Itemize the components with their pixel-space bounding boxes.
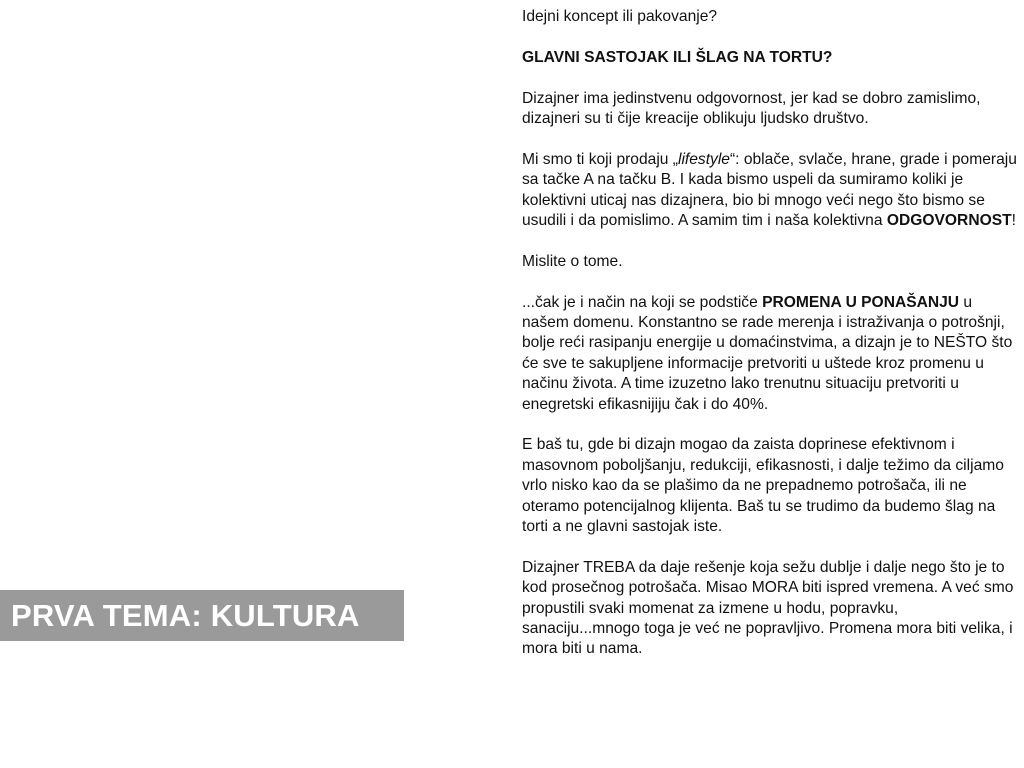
paragraph-design-impact: E baš tu, gde bi dizajn mogao da zaista doprinese efektivnom i masovnom poboljšanju, redukciji, efikasnosti, i dalje težimo da ciljamo vrlo nisko kao da se plašimo da ne prepadnemo potrošača, ili ne oteramo potencijalnog klijenta. Baš tu se trudimo da budemo šlag na torti a ne glavni sastojak iste. — [522, 436, 1004, 536]
paragraph-think: Mislite o tome. — [522, 252, 623, 270]
responsibility-bold: ODGOVORNOST — [886, 212, 1012, 230]
theme-title-banner: PRVA TEMA: KULTURA — [0, 590, 404, 641]
behavior-bold: PROMENA U PONAŠANJU — [762, 293, 960, 311]
behavior-after: u našem domenu. Konstantno se rade merenja i istraživanja o potrošnji, bolje reći rasipanju energije u domaćinstvima, a dizajn je to NEŠTO što će sve te sakupljene informacije pretvoriti u uštede kroz promenu u načinu života. A time izuzetno lako trenutnu situaciju pretvoriti u enegretski efikasnijiju čak i do 40%. — [522, 293, 1013, 413]
heading-text: GLAVNI SASTOJAK ILI ŠLAG NA TORTU? — [522, 48, 833, 66]
heading — [522, 48, 1018, 68]
paragraph-designer-must: Dizajner TREBA da daje rešenje koja sežu dublje i dalje nego što je to kod prosečnog potrošača. Misao MORA biti ispred vremena. A već smo propustili svaki momenat za izmene u hodu, popravku, sanaciju...mnogo toga je već ne popravljivo. Promena mora biti velika, i mora biti u nama. — [522, 558, 1014, 658]
behavior-before: ...čak je i način na koji se podstiče — [522, 293, 763, 311]
article-text — [522, 7, 1018, 680]
intro-question: Idejni koncept ili pakovanje? — [522, 8, 718, 25]
lifestyle-end: ! — [1011, 212, 1016, 230]
lifestyle-before: Mi smo ti koji prodaju „ — [522, 150, 678, 168]
paragraph-lifestyle — [522, 150, 1018, 232]
lifestyle-italic: lifestyle — [677, 150, 730, 168]
paragraph-behavior-change — [522, 293, 1018, 415]
paragraph-responsibility: Dizajner ima jedinstvenu odgovornost, jer kad se dobro zamislimo, dizajneri su ti čije kreacije oblikuju ljudsko društvo. — [522, 89, 981, 127]
lifestyle-middle: “: oblače, svlače, hrane, grade i pomeraju sa tačke A na tačku B. I kada bismo uspeli da sumiramo koliki je kolektivni uticaj nas dizajnera, bio bi mnogo veći nego što bismo se usudili i da pomislimo. A samim tim i naša kolektivna — [522, 150, 1017, 230]
